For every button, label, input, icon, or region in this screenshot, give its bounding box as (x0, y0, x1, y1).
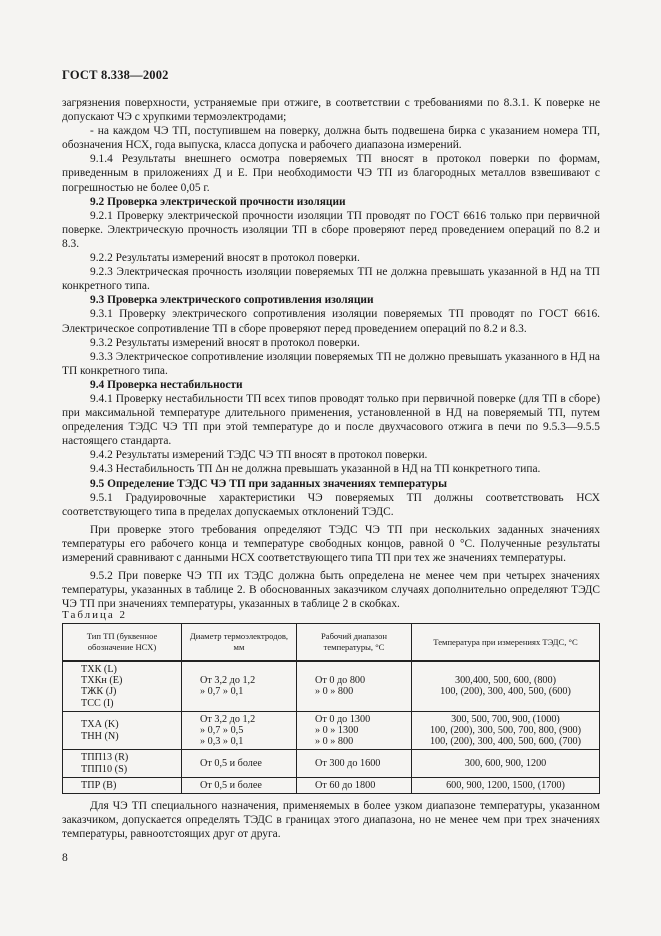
table-cell: 300,400, 500, 600, (800) 100, (200), 300, 400, 500, (600) (412, 661, 600, 711)
table-cell: От 0,5 и более (182, 777, 297, 793)
table-cell: От 0 до 1300 » 0 » 1300 » 0 » 800 (297, 711, 412, 750)
table-row (63, 711, 600, 750)
table-cell: 300, 600, 900, 1200 (412, 750, 600, 777)
paragraph: 9.2.1 Проверку электрической прочности изоляции ТП проводят по ГОСТ 6616 только при первичной поверке. Электрическую прочность изоляции ТП в сборе проверяют перед проведением операций по 8.2 и 8.3. (62, 209, 600, 250)
table-row (63, 661, 600, 711)
column-header: Рабочий диапазон температуры, °С (297, 624, 412, 662)
table-caption: Таблица 2 (62, 609, 128, 621)
table-body (63, 661, 600, 794)
table-cell: От 3,2 до 1,2 » 0,7 » 0,1 (182, 661, 297, 711)
paragraph: 9.3.1 Проверку электрического сопротивления изоляции поверяемых ТП проводят по ГОСТ 6616. Электрическое сопротивление ТП в сборе проверяют перед проведением операций по 8.2 и 8.3. (62, 308, 600, 335)
table-cell: ТПП13 (R) ТПП10 (S) (63, 750, 182, 777)
page-number: 8 (62, 852, 68, 864)
paragraph: При проверке этого требования определяют ТЭДС ЧЭ ТП при нескольких заданных значениях температуры его рабочего конца и температуре свободных концов, равной 0 °С. Полученные результаты измерений сравнивают с данными НСХ соответствующего типа ТП при тех же значениях температуры. (62, 523, 600, 564)
table-cell: 300, 500, 700, 900, (1000) 100, (200), 300, 500, 700, 800, (900) 100, (200), 300, 400, 500, 600, (700) (412, 711, 600, 750)
table-cell: ТХК (L) ТХКн (E) ТЖК (J) ТСС (I) (63, 661, 182, 711)
body-text (62, 96, 600, 611)
paragraph: 9.4.2 Результаты измерений ТЭДС ЧЭ ТП вносят в протокол поверки. (90, 449, 428, 462)
paragraph: 9.1.4 Результаты внешнего осмотра поверяемых ТП вносят в протокол поверки по формам, приведенным в приложениях Д и Е. При необходимости ЧЭ ТП из благородных металлов взвешивают с погрешностью не более 0,05 г. (62, 153, 600, 194)
section-heading: 9.3 Проверка электрического сопротивления изоляции (90, 294, 374, 307)
table-cell: ТПР (B) (63, 777, 182, 793)
table-row (63, 750, 600, 777)
paragraph: - на каждом ЧЭ ТП, поступившем на поверку, должна быть подвешена бирка с указанием номера ТП, обозначения НСХ, года выпуска, класса допуска и рабочего диапазона измерений. (62, 125, 600, 152)
table-row (63, 777, 600, 793)
after-table-paragraph: Для ЧЭ ТП специального назначения, применяемых в более узком диапазоне температуры, указанном заказчиком, допускается определять ТЭДС в границах этого диапазона, но не менее чем при трех значениях температуры, равноотстоящих друг от друга. (62, 800, 600, 841)
paragraph: 9.4.3 Нестабильность ТП Δн не должна превышать указанной в НД на ТП конкретного типа. (90, 463, 541, 476)
column-header: Тип ТП (буквенное обозначение НСХ) (63, 624, 182, 662)
paragraph: 9.3.3 Электрическое сопротивление изоляции поверяемых ТП не должно превышать указанного в НД на ТП конкретного типа. (62, 350, 600, 377)
column-header: Температура при измерениях ТЭДС, °С (412, 624, 600, 662)
table-cell: 600, 900, 1200, 1500, (1700) (412, 777, 600, 793)
paragraph: 9.3.2 Результаты измерений вносят в протокол поверки. (90, 336, 360, 349)
paragraph: 9.4.1 Проверку нестабильности ТП всех типов проводят только при первичной поверке (для ТП в сборе) при максимальной температуре длительного применения, установленной в НД на поверяемый ТП, путем определения ТЭДС ЧЭ ТП при этой температуре до и после двухчасового отжига в печи по 9.5.3—9.5.5 настоящего стандарта. (62, 392, 600, 448)
table-cell: От 60 до 1800 (297, 777, 412, 793)
table-2 (62, 623, 600, 794)
paragraph: 9.5.2 При поверке ЧЭ ТП их ТЭДС должна быть определена не менее чем при четырех значениях температуры, указанных в таблице 2. В обоснованных заказчиком случаях дополнительно определяют ТЭДС ЧЭ ТП при значениях температуры, указанных в таблице 2 в скобках. (62, 570, 600, 611)
column-header: Диаметр термоэлектродов, мм (182, 624, 297, 662)
table-cell: От 0 до 800 » 0 » 800 (297, 661, 412, 711)
section-heading: 9.5 Определение ТЭДС ЧЭ ТП при заданных значениях температуры (90, 477, 447, 490)
page-header: ГОСТ 8.338—2002 (62, 68, 169, 82)
paragraph: 9.2.3 Электрическая прочность изоляции поверяемых ТП не должна превышать указанной в НД на ТП конкретного типа. (62, 266, 600, 293)
table-cell: От 3,2 до 1,2 » 0,7 » 0,5 » 0,3 » 0,1 (182, 711, 297, 750)
table-cell: От 300 до 1600 (297, 750, 412, 777)
table-cell: От 0,5 и более (182, 750, 297, 777)
paragraph: 9.2.2 Результаты измерений вносят в протокол поверки. (90, 252, 360, 265)
section-heading: 9.4 Проверка нестабильности (90, 378, 243, 391)
paragraph: загрязнения поверхности, устраняемые при отжиге, в соответствии с требованиями по 8.3.1. К поверке не допускают ЧЭ с хрупкими термоэлектродами; (62, 97, 600, 124)
table-cell: ТХА (K) ТНН (N) (63, 711, 182, 750)
paragraph: 9.5.1 Градуировочные характеристики ЧЭ поверяемых ТП должны соответствовать НСХ соответствующего типа в пределах допускаемых отклонений ТЭДС. (62, 491, 600, 518)
table-header-row (63, 624, 600, 662)
section-heading: 9.2 Проверка электрической прочности изоляции (90, 195, 346, 208)
after-table-text (62, 799, 600, 841)
